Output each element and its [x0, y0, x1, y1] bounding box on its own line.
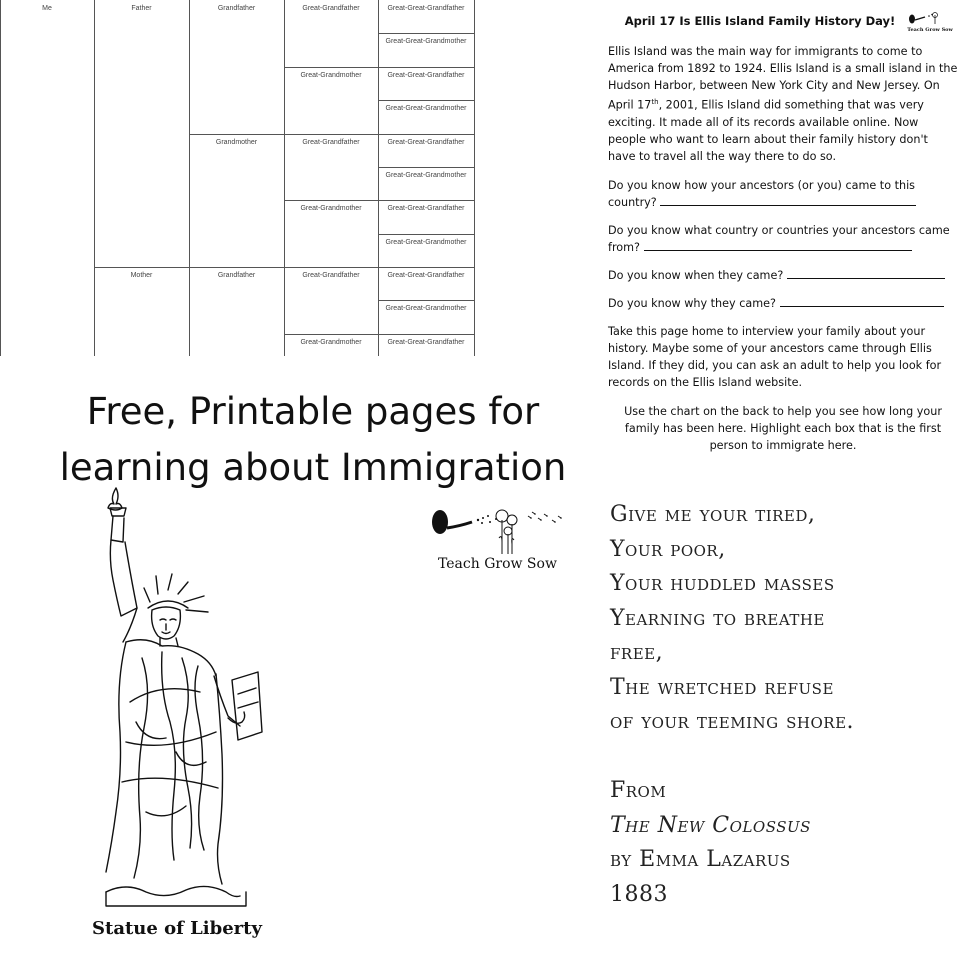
- tree-cell-grandparent[interactable]: Grandfather: [217, 5, 256, 12]
- poem-from: From: [610, 778, 667, 803]
- family-tree-chart: [0, 0, 476, 356]
- tree-cell-parent[interactable]: Mother: [130, 272, 153, 279]
- tree-grid-line: [284, 67, 378, 68]
- tree-cell-great-grandparent[interactable]: Great-Grandfather: [302, 272, 360, 279]
- tree-cell-great-grandparent[interactable]: Great-Grandfather: [302, 5, 360, 12]
- answer-blank[interactable]: [644, 239, 912, 251]
- question-when-text: Do you know when they came?: [608, 268, 784, 282]
- tree-cell-great-grandparent[interactable]: Great-Grandfather: [302, 138, 360, 146]
- poem-line: free,: [610, 640, 664, 665]
- tree-cell-great-great-grandparent[interactable]: Great-Great-Grandmother: [385, 238, 467, 246]
- question-why-text: Do you know why they came?: [608, 296, 776, 310]
- teach-grow-sow-logo: [428, 502, 578, 582]
- headline-line-2: learning about Immigration: [59, 446, 567, 489]
- new-colossus-poem: [610, 498, 955, 912]
- tree-grid-line: [378, 100, 474, 101]
- small-logo-caption: Teach Grow Sow: [907, 27, 953, 33]
- article-intro: [608, 43, 958, 165]
- tree-grid-line: [189, 134, 284, 135]
- article-intro-text: Ellis Island was the main way for immigrants to come to America from 1892 to 1924. Ellis Island is a small island in the Hudson Harbor, between New York City and New Jersey. On April 17: [608, 45, 958, 112]
- poem-spacer: [610, 740, 955, 775]
- tree-grid-line: [378, 267, 474, 268]
- tree-grid-line: [378, 300, 474, 301]
- article-intro-rest: , 2001, Ellis Island did something that was very exciting. It made all of its records available online. Now people who want to learn about their family history don't have to travel all the way there to do so.: [608, 98, 928, 163]
- tree-cell-great-great-grandparent[interactable]: Great-Great-Grandfather: [387, 338, 465, 346]
- poem-year: 1883: [610, 881, 668, 907]
- logo-text: Teach Grow Sow: [438, 556, 557, 572]
- poem-line: Your huddled masses: [610, 571, 835, 596]
- tree-grid-line: [284, 200, 378, 201]
- answer-blank[interactable]: [787, 267, 945, 279]
- tree-cell-great-great-grandparent[interactable]: Great-Great-Grandmother: [385, 171, 467, 179]
- tree-grid-line: [284, 267, 378, 268]
- article-footer: Use the chart on the back to help you see how long your family has been here. Highlight each box that is the first person to immigrate here.: [624, 404, 942, 452]
- article-interview: Take this page home to interview your family about your history. Maybe some of your ancestors came through Ellis Island. If they did, you can ask an adult to help you look for records on the Ellis Island website.: [608, 324, 942, 389]
- question-how-text: Do you know how your ancestors (or you) came to this country?: [608, 178, 916, 209]
- tree-cell-me[interactable]: Me: [42, 5, 52, 12]
- question-how: [608, 177, 958, 211]
- headline-line-1: Free, Printable pages for: [86, 390, 540, 433]
- question-where: [608, 222, 958, 256]
- tree-cell-great-great-grandparent[interactable]: Great-Great-Grandmother: [385, 105, 467, 113]
- question-why: [608, 295, 958, 312]
- watering-can-icon: [907, 11, 941, 25]
- tree-cell-great-great-grandparent[interactable]: Great-Great-Grandfather: [387, 272, 465, 279]
- headline: [0, 384, 626, 496]
- tree-cell-great-grandparent[interactable]: Great-Grandmother: [300, 71, 362, 79]
- tree-grid-line: [378, 200, 474, 201]
- tree-grid-line: [284, 334, 378, 335]
- tree-cell-great-great-grandparent[interactable]: Great-Great-Grandfather: [387, 138, 465, 146]
- tree-cell-grandparent[interactable]: Grandmother: [215, 138, 258, 146]
- watering-can-dandelion-icon: [428, 502, 578, 558]
- article-title-text: April 17 Is Ellis Island Family History Day!: [624, 13, 896, 28]
- tree-cell-grandparent[interactable]: Grandfather: [217, 272, 256, 279]
- tree-grid-line: [378, 167, 474, 168]
- ellis-island-article: [608, 6, 958, 454]
- tree-grid-line: [474, 0, 475, 356]
- poem-author: by Emma Lazarus: [610, 847, 791, 872]
- poem-line: The wretched refuse: [610, 674, 834, 700]
- poem-line: Yearning to breathe: [610, 605, 825, 631]
- answer-blank[interactable]: [780, 295, 944, 307]
- tree-grid-line: [378, 334, 474, 335]
- tree-grid-line: [378, 33, 474, 34]
- article-intro-sup: th: [651, 98, 659, 106]
- poem-line: Your poor,: [610, 536, 726, 562]
- poem-line: Give me your tired,: [610, 502, 816, 527]
- tree-grid-line: [378, 234, 474, 235]
- statue-caption: Statue of Liberty: [92, 918, 262, 939]
- article-title: [608, 11, 958, 31]
- tree-grid-line: [189, 267, 284, 268]
- tree-grid-line: [284, 134, 378, 135]
- answer-blank[interactable]: [660, 194, 916, 206]
- question-where-text: Do you know what country or countries your ancestors came from?: [608, 223, 950, 254]
- tree-grid-line: [94, 267, 189, 268]
- tree-cell-great-great-grandparent[interactable]: Great-Great-Grandfather: [387, 205, 465, 213]
- tree-cell-great-great-grandparent[interactable]: Great-Great-Grandmother: [385, 305, 467, 313]
- statue-of-liberty-illustration: [86, 482, 286, 912]
- tree-cell-parent[interactable]: Father: [131, 5, 152, 12]
- tree-cell-great-great-grandparent[interactable]: Great-Great-Grandmother: [385, 38, 467, 46]
- tree-cell-great-grandparent[interactable]: Great-Grandmother: [300, 338, 362, 346]
- tree-grid-line: [378, 67, 474, 68]
- tree-cell-great-great-grandparent[interactable]: Great-Great-Grandfather: [387, 71, 465, 79]
- tree-cell-great-great-grandparent[interactable]: Great-Great-Grandfather: [387, 5, 465, 12]
- teach-grow-sow-small-logo: [907, 11, 953, 33]
- poem-title: The New Colossus: [610, 812, 811, 838]
- poem-line: of your teeming shore.: [610, 709, 855, 734]
- tree-grid-line: [378, 134, 474, 135]
- question-when: [608, 267, 958, 284]
- tree-cell-great-grandparent[interactable]: Great-Grandmother: [300, 205, 362, 213]
